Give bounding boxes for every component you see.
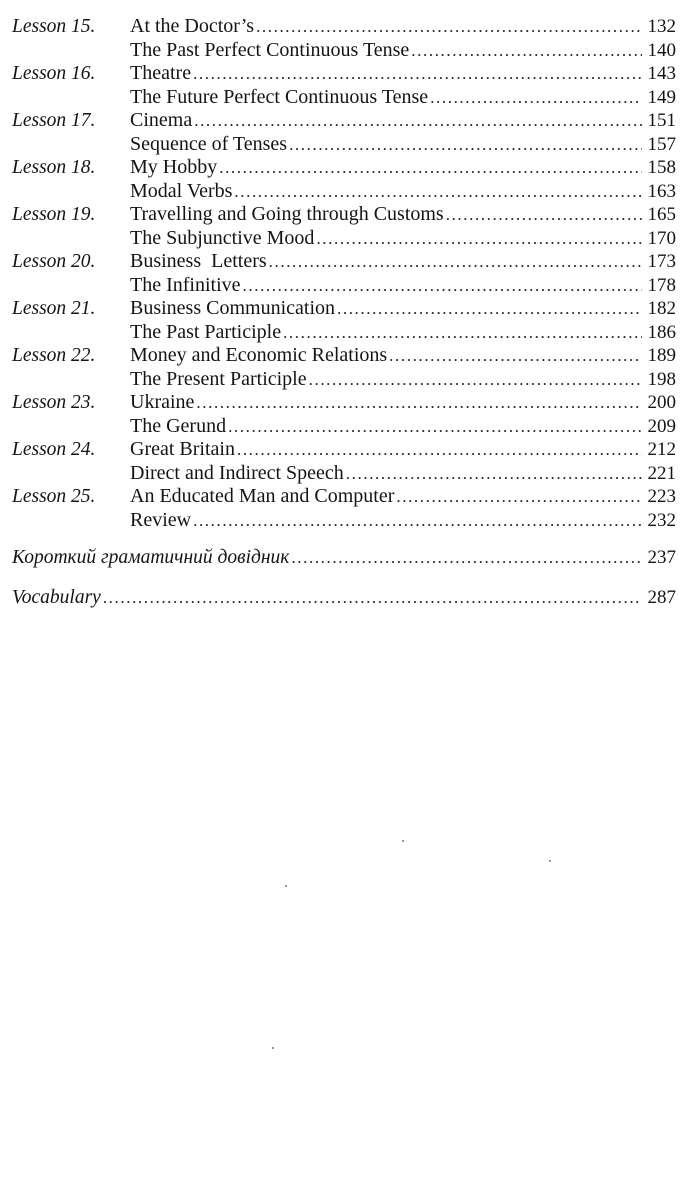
scan-speck [285, 885, 287, 887]
page-number: 140 [647, 39, 676, 61]
appendix-title: Короткий граматичний довідник [12, 547, 290, 568]
dot-leader [234, 180, 642, 204]
page-number: 182 [647, 298, 676, 319]
toc-row-grammar[interactable] [12, 321, 676, 345]
page-number: 165 [647, 204, 676, 225]
dot-leader [256, 15, 642, 39]
dot-leader [316, 227, 642, 251]
page-number: 143 [647, 63, 676, 84]
lesson-title: Theatre [130, 62, 192, 84]
dot-leader [196, 391, 642, 415]
dot-leader [291, 546, 642, 570]
dot-leader [269, 250, 642, 274]
lesson-number: Lesson 24. [12, 439, 96, 460]
lesson-number: Lesson 18. [12, 157, 96, 178]
dot-leader [430, 86, 642, 110]
dot-leader [237, 438, 642, 462]
page-number: 221 [647, 462, 676, 484]
dot-leader [193, 62, 642, 86]
appendix-grammar-reference [12, 546, 676, 570]
review-title: Review [130, 508, 192, 531]
toc-row-grammar[interactable] [12, 415, 676, 439]
lesson-number: Lesson 22. [12, 345, 96, 366]
scan-speck [549, 860, 551, 862]
toc-row-grammar[interactable] [12, 227, 676, 251]
lesson-title: An Educated Man and Computer [130, 485, 395, 507]
toc-row-lesson-22[interactable] [12, 344, 676, 368]
page-number: 232 [647, 509, 676, 531]
page-number: 209 [647, 415, 676, 437]
grammar-title: Direct and Indirect Speech [130, 461, 344, 484]
dot-leader [283, 321, 642, 345]
lesson-number: Lesson 17. [12, 110, 96, 131]
lesson-number: Lesson 21. [12, 298, 96, 319]
page-number: 149 [647, 86, 676, 108]
toc-row-lesson-18[interactable] [12, 156, 676, 180]
lesson-number: Lesson 25. [12, 486, 96, 507]
toc-row-lesson-16[interactable] [12, 62, 676, 86]
lesson-title: Money and Economic Relations [130, 344, 388, 366]
toc-row-grammar[interactable] [12, 180, 676, 204]
lesson-title: Cinema [130, 109, 193, 131]
toc-row-grammar[interactable] [12, 274, 676, 298]
page-number: 163 [647, 180, 676, 202]
grammar-title: Modal Verbs [130, 179, 233, 202]
dot-leader [243, 274, 642, 298]
grammar-title: The Subjunctive Mood [130, 226, 315, 249]
appendix-vocabulary [12, 586, 676, 610]
lesson-number: Lesson 15. [12, 16, 96, 37]
table-of-contents [12, 15, 676, 532]
grammar-title: The Gerund [130, 414, 227, 437]
dot-leader [194, 109, 642, 133]
page-number: 186 [647, 321, 676, 343]
lesson-title: Travelling and Going through Customs [130, 203, 444, 225]
page-number: 157 [647, 133, 676, 155]
scan-speck [272, 1047, 274, 1049]
dot-leader [396, 485, 642, 509]
grammar-title: The Present Participle [130, 367, 307, 390]
page-number: 173 [647, 251, 676, 272]
page-number: 178 [647, 274, 676, 296]
lesson-title: Ukraine [130, 391, 195, 413]
grammar-title: The Future Perfect Continuous Tense [130, 85, 429, 108]
toc-row-lesson-17[interactable] [12, 109, 676, 133]
toc-row-lesson-20[interactable] [12, 250, 676, 274]
page-number: 287 [647, 587, 676, 608]
page-number: 158 [647, 157, 676, 178]
dot-leader [346, 462, 642, 486]
appendix-title: Vocabulary [12, 587, 101, 608]
lesson-title: Business Letters [130, 250, 267, 272]
dot-leader [228, 415, 642, 439]
dot-leader [193, 509, 642, 533]
dot-leader [309, 368, 642, 392]
page-number: 212 [647, 439, 676, 460]
page-number: 198 [647, 368, 676, 390]
toc-row-lesson-19[interactable] [12, 203, 676, 227]
lesson-number: Lesson 19. [12, 204, 96, 225]
dot-leader [219, 156, 642, 180]
toc-row-grammar[interactable] [12, 133, 676, 157]
grammar-title: The Infinitive [130, 273, 241, 296]
page-number: 237 [647, 547, 676, 568]
lesson-title: Great Britain [130, 438, 235, 460]
grammar-title: The Past Perfect Continuous Tense [130, 38, 410, 61]
lesson-number: Lesson 16. [12, 63, 96, 84]
page-number: 151 [647, 110, 676, 131]
page-number: 223 [647, 486, 676, 507]
toc-row-grammar[interactable] [12, 462, 676, 486]
toc-row-grammar-reference[interactable] [12, 546, 676, 570]
scan-speck [402, 840, 404, 842]
page-number: 189 [647, 345, 676, 366]
lesson-title: At the Doctor’s [130, 15, 255, 37]
dot-leader [389, 344, 642, 368]
toc-row-grammar[interactable] [12, 39, 676, 63]
dot-leader [289, 133, 642, 157]
dot-leader [337, 297, 642, 321]
toc-row-vocabulary[interactable] [12, 586, 676, 610]
page-number: 132 [647, 16, 676, 37]
toc-row-lesson-23[interactable] [12, 391, 676, 415]
toc-row-lesson-25[interactable] [12, 485, 676, 509]
grammar-title: Sequence of Tenses [130, 132, 288, 155]
toc-row-lesson-15[interactable] [12, 15, 676, 39]
lesson-number: Lesson 20. [12, 251, 96, 272]
grammar-title: The Past Participle [130, 320, 282, 343]
toc-row-lesson-24[interactable] [12, 438, 676, 462]
lesson-title: Business Communication [130, 297, 335, 319]
page-number: 200 [647, 392, 676, 413]
lesson-title: My Hobby [130, 156, 218, 178]
dot-leader [411, 39, 642, 63]
toc-row-review[interactable] [12, 509, 676, 533]
toc-row-lesson-21[interactable] [12, 297, 676, 321]
lesson-number: Lesson 23. [12, 392, 96, 413]
toc-row-grammar[interactable] [12, 368, 676, 392]
dot-leader [446, 203, 642, 227]
toc-row-grammar[interactable] [12, 86, 676, 110]
dot-leader [103, 586, 642, 610]
page-number: 170 [647, 227, 676, 249]
